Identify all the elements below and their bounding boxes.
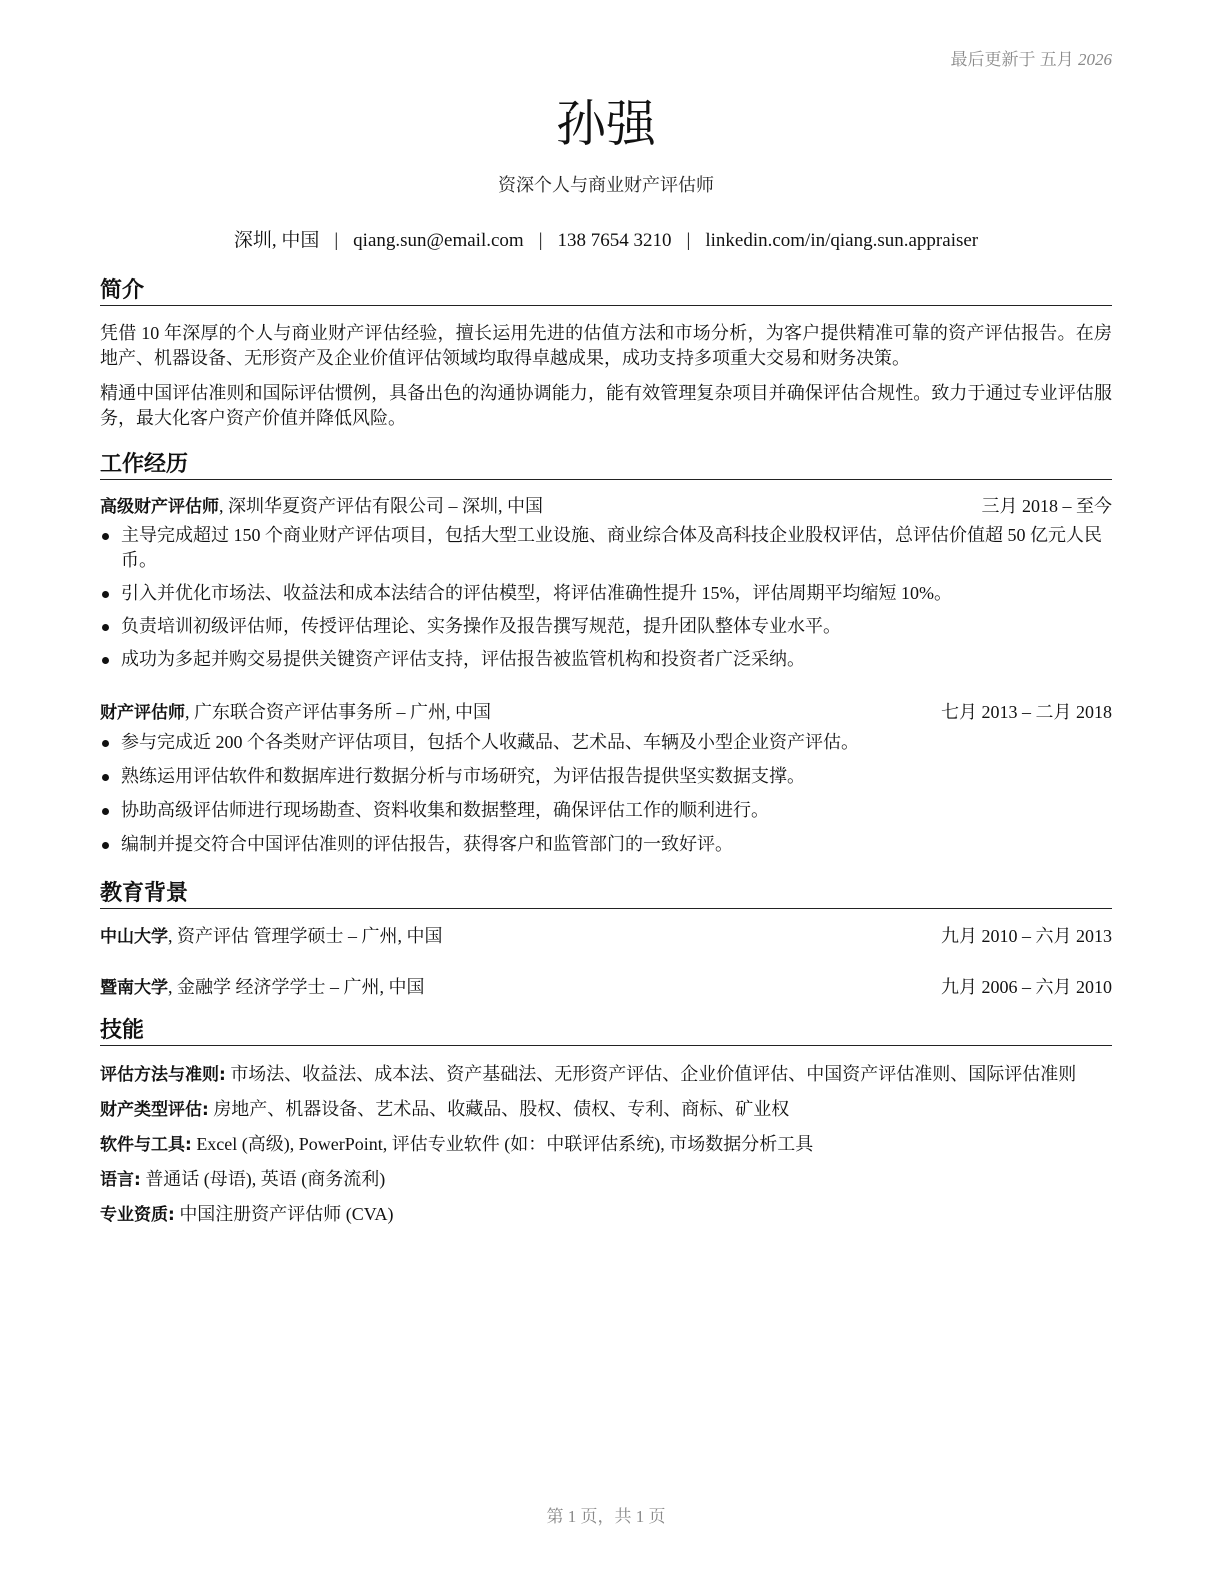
job-bullets	[100, 523, 1112, 672]
contact-separator: |	[538, 230, 543, 251]
skill-value: 普通话 (母语), 英语 (商务流利)	[140, 1169, 386, 1189]
contact-linkedin[interactable]: linkedin.com/in/qiang.sun.appraiser	[705, 230, 979, 251]
education-dates: 九月 2010 – 六月 2013	[941, 926, 1112, 946]
job-org: , 广东联合资产评估事务所 – 广州, 中国	[185, 702, 491, 722]
resume-page	[100, 0, 1112, 1584]
skill-label: 软件与工具:	[100, 1135, 192, 1155]
skills-section	[100, 1018, 1112, 1228]
skill-label: 语言:	[100, 1170, 141, 1190]
experience-section	[100, 452, 1112, 857]
summary-paragraph: 凭借 10 年深厚的个人与商业财产评估经验，擅长运用先进的估值方法和市场分析，为客户提供精准可靠的资产评估报告。在房地产、机器设备、无形资产及企业价值评估领域均取得卓越成果，成功支持多项重大交易和财务决策。	[100, 323, 1112, 368]
job-bullet: 引入并优化市场法、收益法和成本法结合的评估模型，将评估准确性提升 15%，评估周期平均缩短 10%。	[100, 581, 1112, 606]
education-section	[100, 881, 1112, 1001]
job-bullet: 编制并提交符合中国评估准则的评估报告，获得客户和监管部门的一致好评。	[100, 832, 1112, 857]
summary-paragraph: 精通中国评估准则和国际评估惯例，具备出色的沟通协调能力，能有效管理复杂项目并确保评估合规性。致力于通过专业评估服务，最大化客户资产价值并降低风险。	[100, 383, 1112, 428]
job-dates: 七月 2013 – 二月 2018	[941, 702, 1112, 722]
education-detail: , 资产评估 管理学硕士 – 广州, 中国	[168, 926, 443, 946]
job-bullet: 主导完成超过 150 个商业财产评估项目，包括大型工业设施、商业综合体及高科技企业股权评估，总评估价值超 50 亿元人民币。	[100, 523, 1112, 573]
job-dates: 三月 2018 – 至今	[981, 496, 1112, 516]
education-school: 中山大学	[100, 927, 168, 947]
skill-row	[100, 1062, 1112, 1088]
skill-label: 专业资质:	[100, 1205, 175, 1225]
contact-phone: 138 7654 3210	[557, 230, 672, 251]
job-entry	[100, 494, 1112, 672]
skill-row	[100, 1097, 1112, 1123]
education-detail: , 金融学 经济学学士 – 广州, 中国	[168, 977, 425, 997]
job-header	[100, 494, 1112, 520]
contact-line	[100, 225, 1112, 252]
education-item	[100, 975, 1112, 1001]
job-role: 高级财产评估师	[100, 497, 219, 517]
education-item	[100, 924, 1112, 950]
skill-value: 市场法、收益法、成本法、资产基础法、无形资产评估、企业价值评估、中国资产评估准则、国际评估准则	[225, 1064, 1077, 1084]
skill-value: Excel (高级), PowerPoint, 评估专业软件 (如：中联评估系统), 市场数据分析工具	[191, 1134, 814, 1154]
contact-separator: |	[334, 230, 339, 251]
summary-section	[100, 278, 1112, 431]
page-footer: 第 1 页，共 1 页	[546, 1507, 666, 1526]
skills-title: 技能	[100, 1018, 1112, 1046]
job-entry	[100, 700, 1112, 857]
contact-email[interactable]: qiang.sun@email.com	[353, 230, 524, 251]
job-role: 财产评估师	[100, 703, 185, 723]
job-bullet: 成功为多起并购交易提供关键资产评估支持，评估报告被监管机构和投资者广泛采纳。	[100, 647, 1112, 672]
skill-label: 评估方法与准则:	[100, 1065, 226, 1085]
skill-row	[100, 1167, 1112, 1193]
job-bullets	[100, 730, 1112, 857]
contact-separator: |	[686, 230, 691, 251]
job-bullet: 协助高级评估师进行现场勘查、资料收集和数据整理，确保评估工作的顺利进行。	[100, 798, 1112, 823]
job-bullet: 参与完成近 200 个各类财产评估项目，包括个人收藏品、艺术品、车辆及小型企业资产评估。	[100, 730, 1112, 755]
skill-row	[100, 1202, 1112, 1228]
job-org: , 深圳华夏资产评估有限公司 – 深圳, 中国	[219, 496, 543, 516]
job-header	[100, 700, 1112, 726]
candidate-name: 孙强	[556, 95, 656, 153]
skill-value: 中国注册资产评估师 (CVA)	[174, 1204, 394, 1224]
experience-title: 工作经历	[100, 452, 1112, 480]
skill-value: 房地产、机器设备、艺术品、收藏品、股权、债权、专利、商标、矿业权	[208, 1099, 790, 1119]
last-updated-month: 五月	[1039, 50, 1074, 69]
skill-label: 财产类型评估:	[100, 1100, 209, 1120]
last-updated-year: 2026	[1078, 50, 1112, 69]
education-dates: 九月 2006 – 六月 2010	[941, 977, 1112, 997]
summary-title: 简介	[100, 278, 1112, 306]
skill-row	[100, 1132, 1112, 1158]
last-updated-label: 最后更新于	[950, 50, 1036, 69]
job-bullet: 熟练运用评估软件和数据库进行数据分析与市场研究，为评估报告提供坚实数据支撑。	[100, 764, 1112, 789]
education-school: 暨南大学	[100, 978, 168, 998]
candidate-headline: 资深个人与商业财产评估师	[498, 175, 714, 195]
job-bullet: 负责培训初级评估师，传授评估理论、实务操作及报告撰写规范，提升团队整体专业水平。	[100, 614, 1112, 639]
last-updated	[951, 45, 1113, 70]
education-title: 教育背景	[100, 881, 1112, 909]
contact-location: 深圳, 中国	[233, 230, 320, 251]
